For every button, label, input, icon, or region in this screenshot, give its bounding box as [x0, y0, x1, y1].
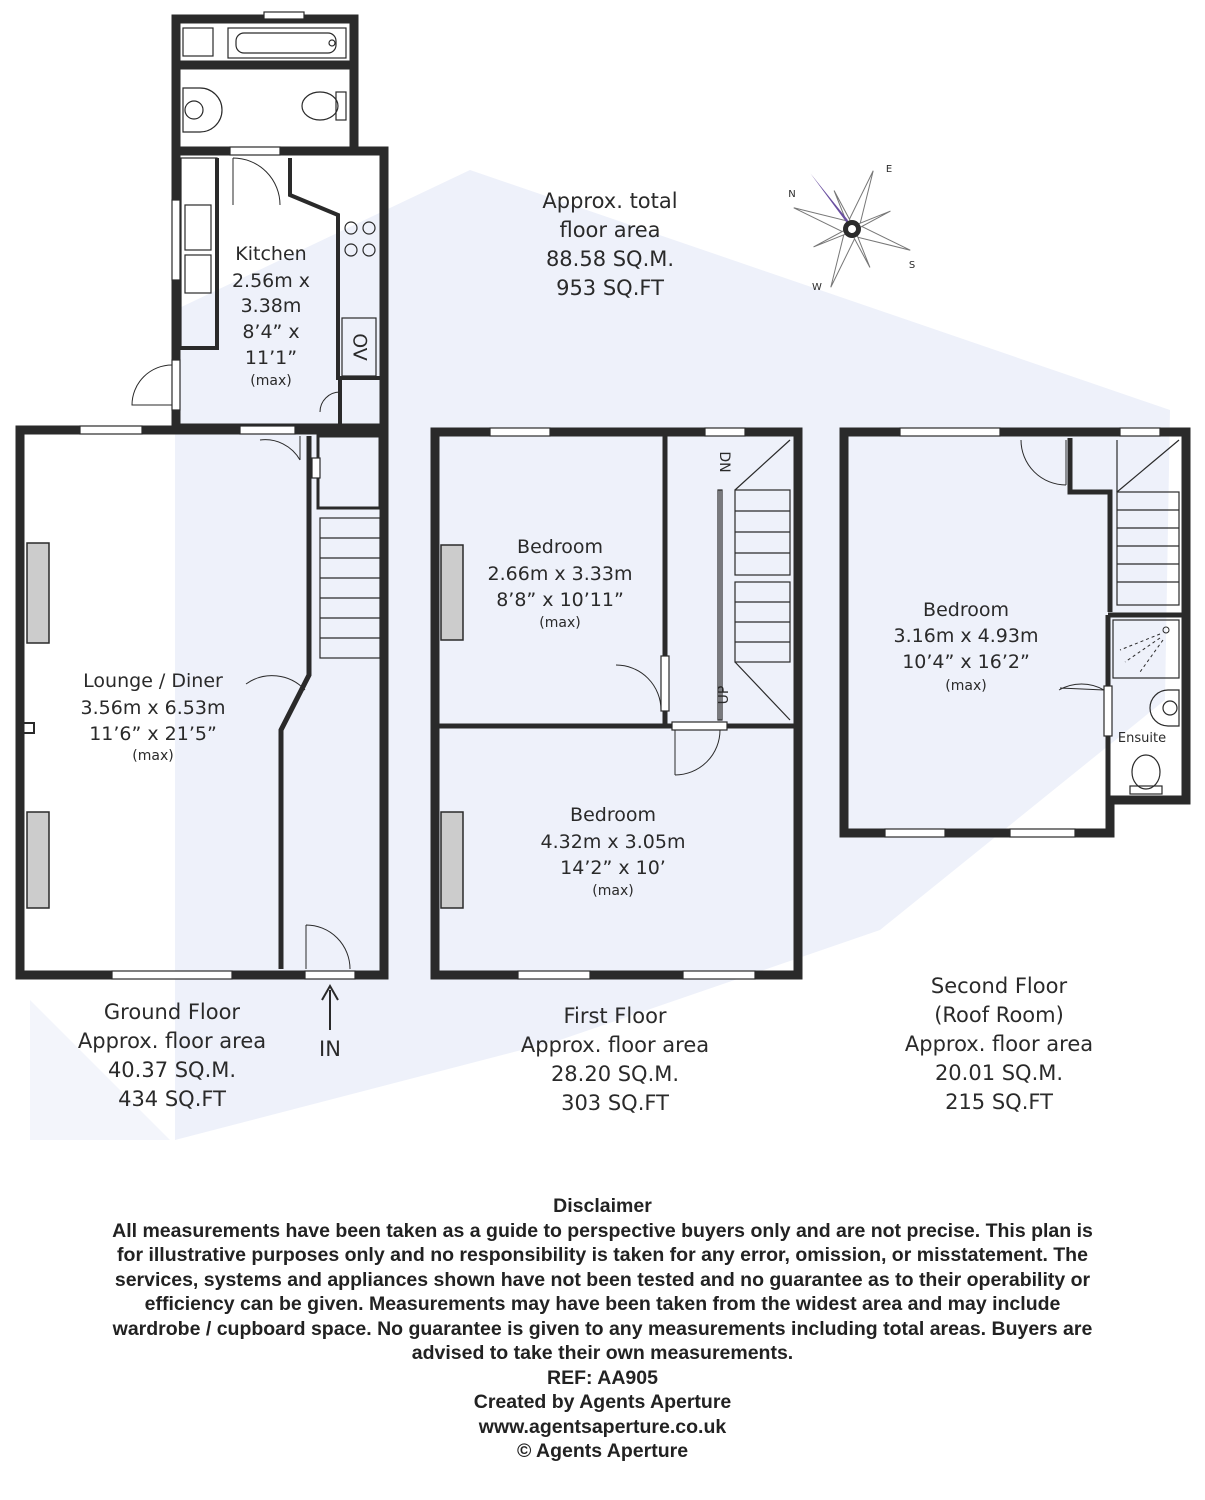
- total-area-sqft: 953 SQ.FT: [556, 276, 664, 300]
- creator-credit: Created by Agents Aperture: [473, 1391, 732, 1413]
- chimney-breast: [27, 812, 49, 908]
- toilet-icon: [1130, 755, 1162, 794]
- kitchen-metric-w: 2.56m x: [231, 270, 311, 292]
- second-floor-sqm: 20.01 SQ.M.: [934, 1061, 1064, 1085]
- reference-number: REF: AA905: [547, 1366, 658, 1389]
- disclaimer-line: All measurements have been taken as a guide to perspective buyers only and are not precise. This plan is: [112, 1219, 1093, 1242]
- lounge-note: (max): [132, 748, 174, 764]
- total-area-line1: Approx. total: [542, 189, 678, 213]
- first-floor-area-label: Approx. floor area: [520, 1033, 710, 1057]
- second-floor-title: Second Floor: [930, 974, 1068, 998]
- bedroom1-metric: 2.66m x 3.33m: [487, 563, 633, 585]
- entrance-label: IN: [319, 1037, 341, 1061]
- bathroom-walls: [176, 19, 354, 151]
- disclaimer-line: wardrobe / cupboard space. No guarantee is given to any measurements including total areas. Buyers are: [112, 1317, 1093, 1340]
- kitchen-metric-l: 3.38m: [240, 295, 302, 317]
- bedroom3-imperial: 10’4” x 16’2”: [902, 651, 1030, 673]
- bedroom3-note: (max): [945, 678, 987, 694]
- bedroom2-note: (max): [592, 883, 634, 899]
- ground-floor-sqm: 40.37 SQ.M.: [107, 1058, 237, 1082]
- second-floor-sqft: 215 SQ.FT: [945, 1090, 1053, 1114]
- ensuite-label: Ensuite: [1117, 731, 1167, 746]
- kitchen-imperial-w: 8’4” x: [242, 321, 300, 343]
- bedroom3-metric: 3.16m x 4.93m: [893, 625, 1039, 647]
- copyright-notice: © Agents Aperture: [516, 1440, 689, 1462]
- bedroom1-name: Bedroom: [517, 536, 603, 558]
- window: [80, 426, 142, 434]
- kitchen-imperial-l: 11’1”: [244, 347, 298, 369]
- lounge-metric: 3.56m x 6.53m: [80, 697, 226, 719]
- chimney-breast: [27, 543, 49, 643]
- total-area-sqm: 88.58 SQ.M.: [545, 247, 675, 271]
- window: [264, 12, 304, 19]
- bedroom3-name: Bedroom: [923, 599, 1009, 621]
- chimney-breast: [441, 812, 463, 908]
- website-link[interactable]: www.agentsaperture.co.uk: [478, 1415, 727, 1438]
- ground-floor-sqft: 434 SQ.FT: [118, 1087, 226, 1111]
- toilet-icon: [302, 92, 346, 120]
- second-floor-area-label: Approx. floor area: [904, 1032, 1094, 1056]
- disclaimer-line: for illustrative purposes only and no responsibility is taken for any error, omission, or misstatement. The: [117, 1244, 1088, 1266]
- stairs-up-label: UP: [716, 685, 732, 705]
- ground-floor-area-label: Approx. floor area: [77, 1029, 267, 1053]
- sink-icon: [185, 255, 211, 293]
- first-floor-sqft: 303 SQ.FT: [561, 1091, 669, 1115]
- bedroom1-note: (max): [539, 615, 581, 631]
- ground-floor-title: Ground Floor: [103, 1000, 241, 1024]
- window: [230, 147, 280, 155]
- compass-south-label: S: [908, 260, 916, 271]
- oven-label: OV: [348, 333, 371, 361]
- bedroom1-imperial: 8’8” x 10’11”: [496, 589, 624, 611]
- bedroom2-metric: 4.32m x 3.05m: [540, 831, 686, 853]
- compass-west-label: W: [812, 282, 822, 293]
- window: [112, 971, 232, 979]
- kitchen-note: (max): [250, 373, 292, 389]
- lounge-name: Lounge / Diner: [83, 670, 223, 692]
- window: [240, 426, 295, 434]
- bedroom2-imperial: 14’2” x 10’: [560, 857, 666, 879]
- disclaimer-line: services, systems and appliances shown have not been tested and no guarantee as to their operability or: [114, 1268, 1091, 1291]
- cabinet-icon: [183, 28, 213, 56]
- disclaimer-heading: Disclaimer: [553, 1195, 652, 1217]
- second-floor-subtitle: (Roof Room): [934, 1003, 1064, 1027]
- total-area-line2: floor area: [559, 218, 661, 242]
- first-floor-sqm: 28.20 SQ.M.: [550, 1062, 680, 1086]
- lounge-imperial: 11’6” x 21’5”: [89, 723, 217, 745]
- kitchen-name: Kitchen: [235, 243, 307, 265]
- stairs-down-label: DN: [716, 451, 732, 473]
- disclaimer-block: [40, 1194, 1165, 1464]
- front-door: [305, 971, 355, 979]
- window: [172, 200, 180, 280]
- disclaimer-line: advised to take their own measurements.: [411, 1342, 794, 1364]
- first-floor-title: First Floor: [563, 1004, 667, 1028]
- chimney-breast: [441, 545, 463, 640]
- bedroom2-name: Bedroom: [570, 804, 656, 826]
- compass-north-label: N: [788, 189, 796, 200]
- drainer-icon: [185, 205, 211, 250]
- compass-east-label: E: [885, 164, 893, 175]
- disclaimer-line: efficiency can be given. Measurements may have been taken from the widest area and may include: [144, 1293, 1061, 1315]
